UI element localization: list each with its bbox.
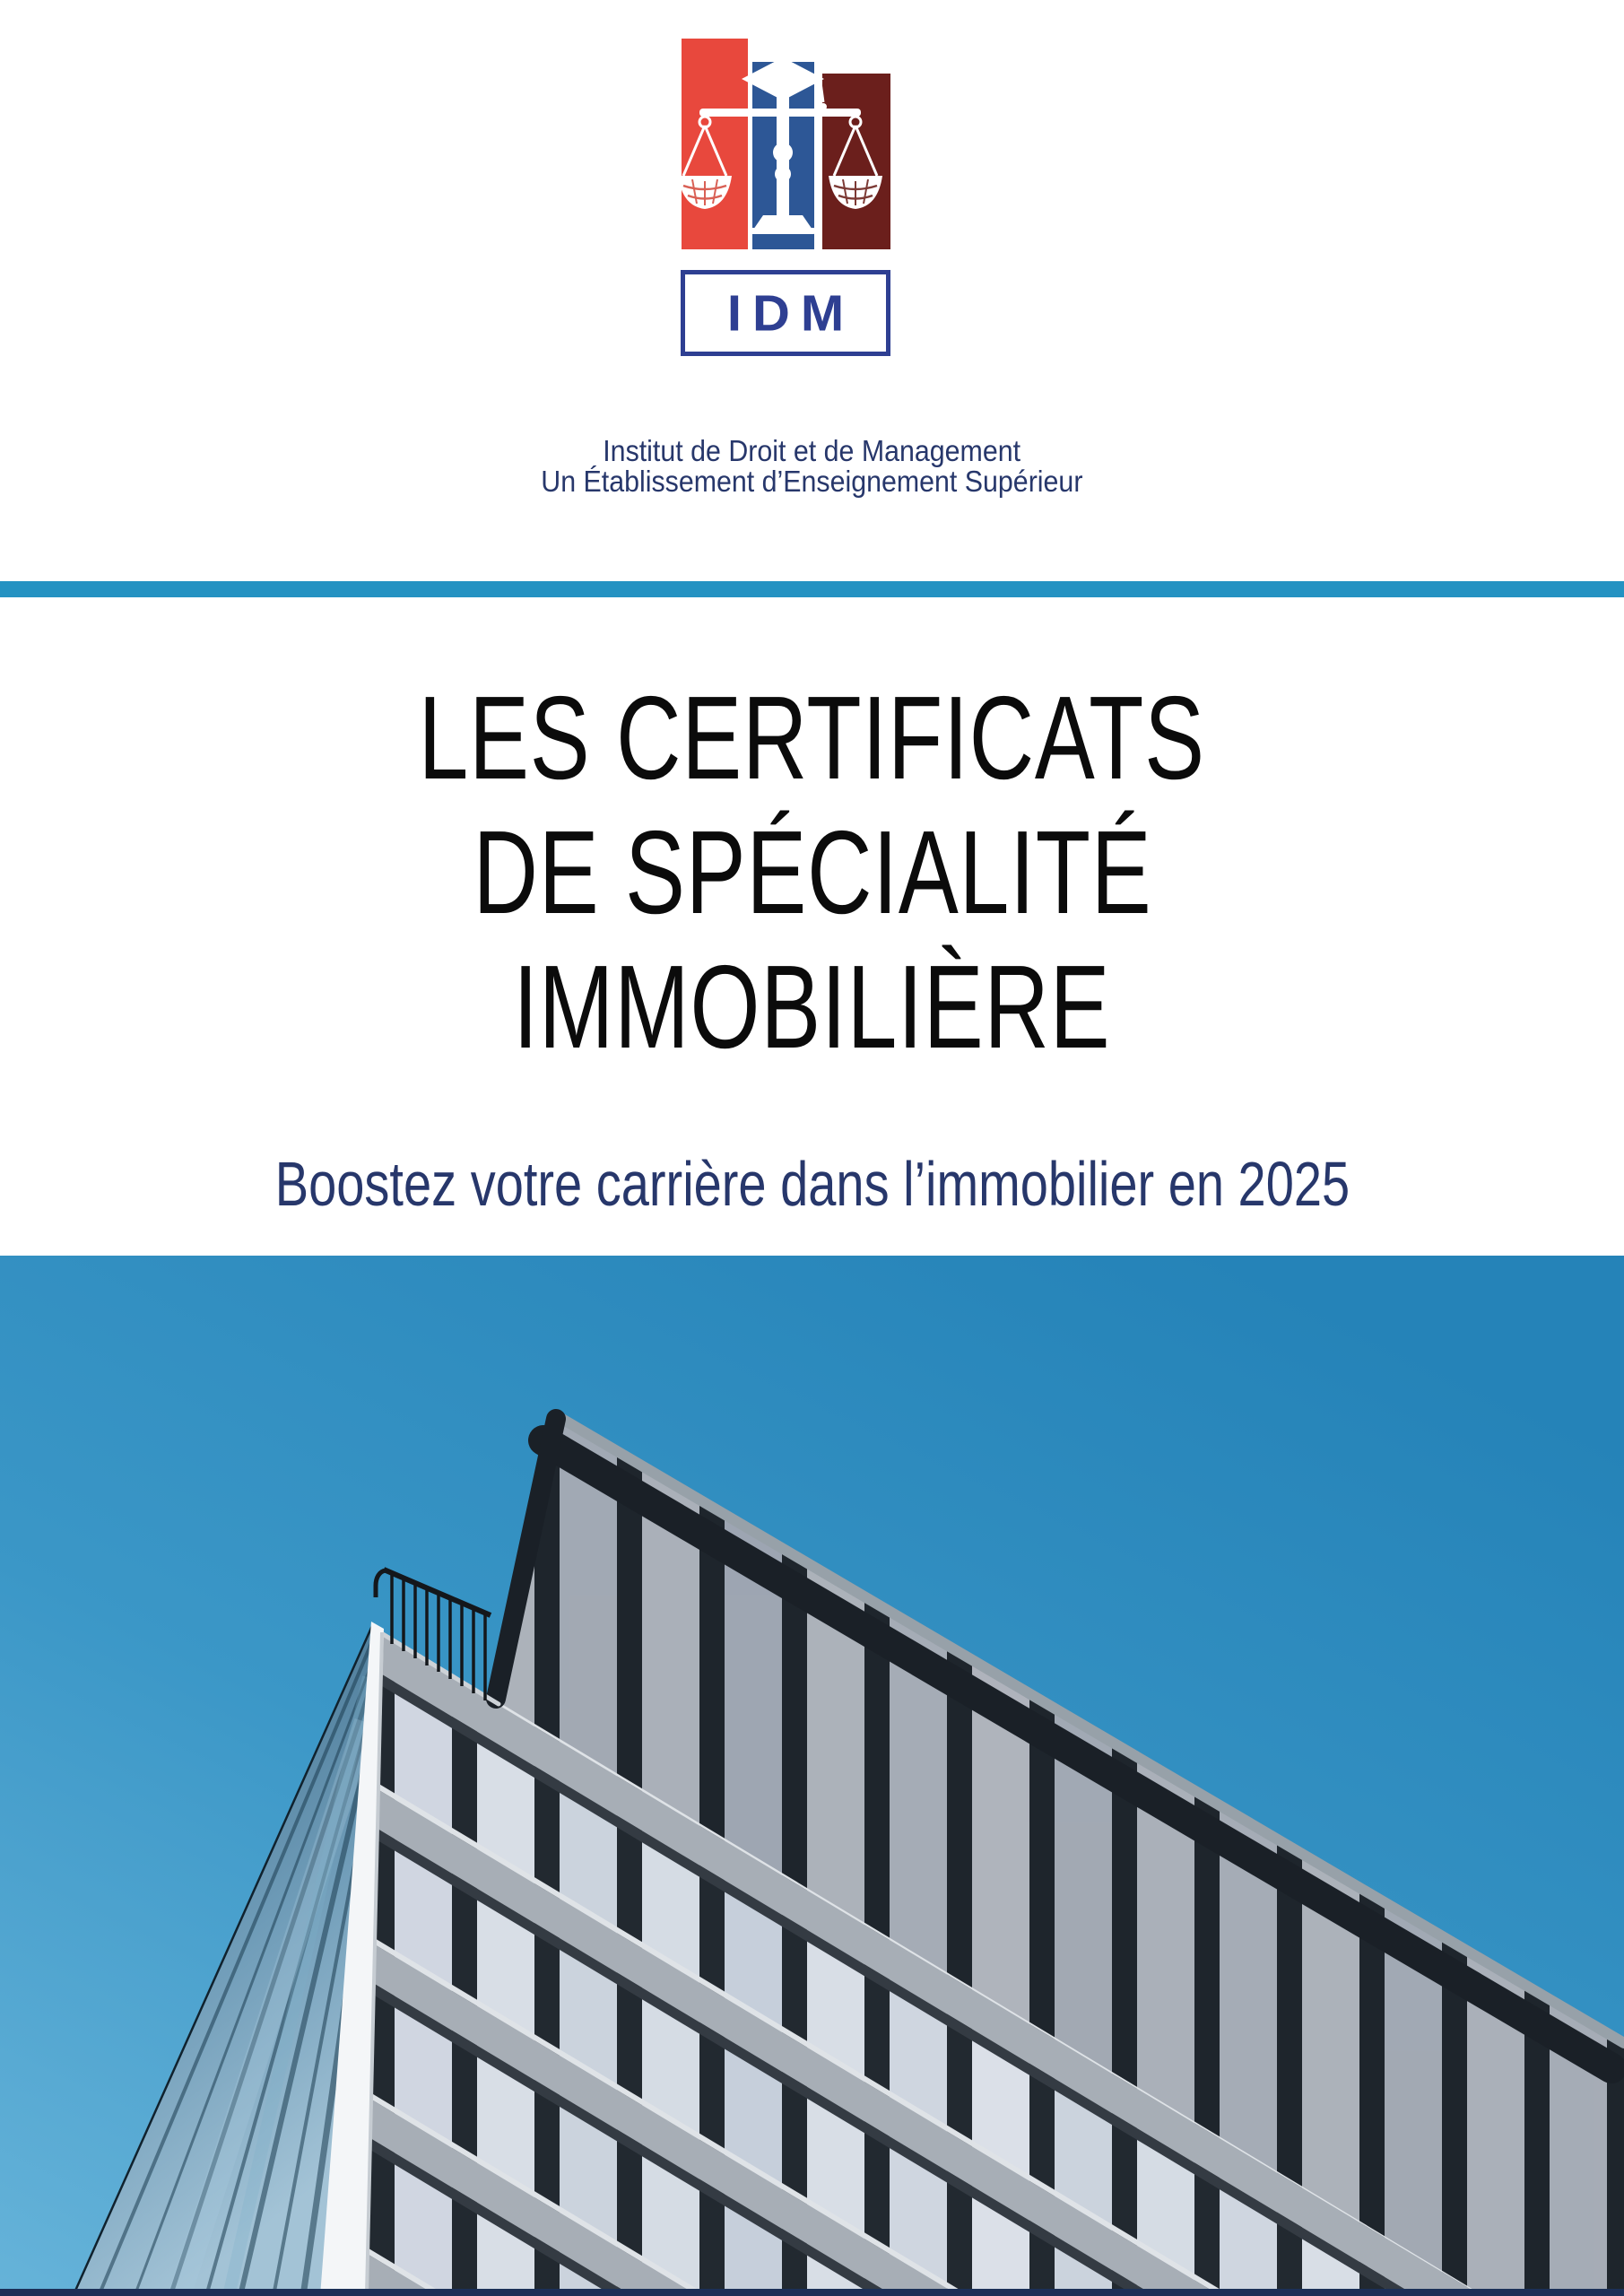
page-title [0, 671, 1624, 1074]
title-line-1: LES CERTIFICATS [418, 672, 1206, 804]
institute-line-2: Un Établissement d’Enseignement Supérieur [541, 465, 1083, 498]
logo-bar-red [682, 39, 748, 249]
footer-bar [0, 2289, 1624, 2296]
idm-logo [664, 18, 915, 269]
title-line-3: IMMOBILIÈRE [513, 941, 1111, 1073]
idm-logo-box [681, 270, 890, 356]
idm-acronym: IDM [726, 284, 855, 342]
tagline-text: Boostez votre carrière dans l’immobilier en 2025 [274, 1149, 1350, 1219]
building-photo [0, 1256, 1624, 2296]
institute-line-1: Institut de Droit et de Management [603, 434, 1021, 467]
tagline [0, 1149, 1624, 1219]
logo-bar-maroon [822, 74, 890, 249]
divider-rule [0, 581, 1624, 597]
title-line-2: DE SPÉCIALITÉ [473, 806, 1151, 938]
institute-subtitle [0, 436, 1624, 497]
